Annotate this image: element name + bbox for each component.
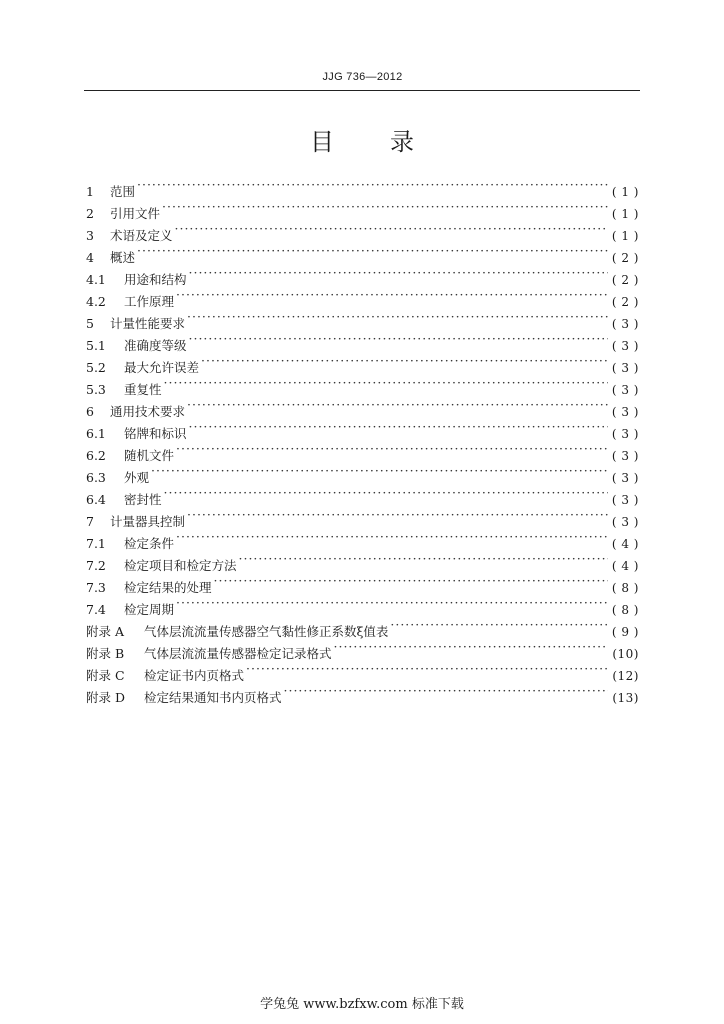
toc-entry-number: 5 bbox=[86, 316, 94, 331]
toc-entry-page: ( 3 ) bbox=[611, 317, 639, 331]
toc-entry-page: ( 2 ) bbox=[611, 295, 639, 309]
toc-entry[interactable] bbox=[86, 482, 639, 507]
toc-entry-label: 重复性 bbox=[124, 382, 162, 397]
toc-entry-label: 最大允许误差 bbox=[124, 360, 200, 375]
toc-entry-page: ( 3 ) bbox=[611, 383, 639, 397]
toc-entry-label: 随机文件 bbox=[124, 448, 175, 463]
toc-entry-label: 检定条件 bbox=[124, 536, 175, 551]
toc-entry-page: ( 3 ) bbox=[611, 405, 639, 419]
toc-leader-dots bbox=[164, 482, 608, 504]
toc-leader-dots bbox=[246, 658, 608, 680]
toc-entry-number: 附录 D bbox=[86, 690, 125, 705]
toc-entry-label: 通用技术要求 bbox=[110, 404, 186, 419]
toc-entry-label: 用途和结构 bbox=[124, 272, 187, 287]
toc-entry-label: 准确度等级 bbox=[124, 338, 187, 353]
toc-entry-number: 7.2 bbox=[86, 558, 106, 573]
toc-entry[interactable] bbox=[86, 240, 639, 265]
toc-leader-dots bbox=[176, 284, 608, 306]
toc-entry-number: 2 bbox=[86, 206, 94, 221]
toc-entry[interactable] bbox=[86, 174, 639, 199]
toc-entry-label: 检定证书内页格式 bbox=[144, 668, 245, 683]
title-char-2: 录 bbox=[390, 128, 414, 156]
toc-entry-number: 附录 C bbox=[86, 668, 125, 683]
toc-entry-number: 5.3 bbox=[86, 382, 106, 397]
toc-entry-label: 计量器具控制 bbox=[110, 514, 186, 529]
toc-entry[interactable] bbox=[86, 460, 639, 485]
toc-leader-dots bbox=[176, 438, 608, 460]
toc-entry-label: 引用文件 bbox=[110, 206, 161, 221]
toc-leader-dots bbox=[187, 306, 608, 328]
toc-leader-dots bbox=[187, 504, 608, 526]
toc-entry-page: ( 9 ) bbox=[611, 625, 639, 639]
toc-entry-number: 附录 B bbox=[86, 646, 125, 661]
toc-entry[interactable] bbox=[86, 262, 639, 287]
toc-entry[interactable] bbox=[86, 504, 639, 529]
toc-entry[interactable] bbox=[86, 372, 639, 397]
toc-leader-dots bbox=[137, 240, 608, 262]
toc-leader-dots bbox=[189, 416, 608, 438]
toc-entry-page: ( 3 ) bbox=[611, 493, 639, 507]
toc-entry-label: 密封性 bbox=[124, 492, 162, 507]
toc-entry-number: 4.1 bbox=[86, 272, 106, 287]
toc-entry-page: ( 2 ) bbox=[611, 251, 639, 265]
toc-entry-label: 范围 bbox=[110, 184, 136, 199]
toc-entry-page: (13) bbox=[612, 691, 639, 705]
toc-entry-page: ( 2 ) bbox=[611, 273, 639, 287]
toc-entry-page: (10) bbox=[612, 647, 639, 661]
toc-entry-number: 6.4 bbox=[86, 492, 106, 507]
toc-entry-label: 术语及定义 bbox=[110, 228, 173, 243]
toc-entry-number: 3 bbox=[86, 228, 94, 243]
toc-entry-number: 7.3 bbox=[86, 580, 106, 595]
toc-entry-page: ( 3 ) bbox=[611, 515, 639, 529]
toc-leader-dots bbox=[176, 526, 608, 548]
toc-entry-number: 7 bbox=[86, 514, 94, 529]
toc-leader-dots bbox=[137, 174, 608, 196]
toc-entry-page: ( 4 ) bbox=[611, 537, 639, 551]
toc-leader-dots bbox=[201, 350, 608, 372]
toc-entry-number: 6.1 bbox=[86, 426, 106, 441]
toc-entry-page: ( 3 ) bbox=[611, 471, 639, 485]
toc-entry-number: 6.2 bbox=[86, 448, 106, 463]
toc-leader-dots bbox=[284, 680, 609, 702]
header-rule bbox=[84, 90, 640, 91]
toc-leader-dots bbox=[189, 328, 608, 350]
toc-entry-label: 铭牌和标识 bbox=[124, 426, 187, 441]
toc-entry-number: 7.1 bbox=[86, 536, 106, 551]
toc-entry-number: 附录 A bbox=[86, 624, 125, 639]
toc-entry-number: 1 bbox=[86, 184, 94, 199]
toc-entry-label: 检定结果通知书内页格式 bbox=[144, 690, 282, 705]
toc-entry-page: ( 1 ) bbox=[611, 229, 639, 243]
toc-leader-dots bbox=[176, 592, 608, 614]
toc-entry-label: 检定项目和检定方法 bbox=[124, 558, 237, 573]
title-char-1: 目 bbox=[310, 128, 334, 156]
toc-entry-number: 5.1 bbox=[86, 338, 106, 353]
toc-entry-label: 计量性能要求 bbox=[110, 316, 186, 331]
toc-entry-page: ( 1 ) bbox=[611, 207, 639, 221]
toc-entry-number: 6 bbox=[86, 404, 94, 419]
toc-entry[interactable] bbox=[86, 394, 639, 419]
toc-leader-dots bbox=[214, 570, 608, 592]
toc-entry-page: ( 1 ) bbox=[611, 185, 639, 199]
toc-entry-page: ( 3 ) bbox=[611, 339, 639, 353]
watermark-footer: 学兔兔 www.bzfxw.com 标准下载 bbox=[260, 997, 464, 1012]
toc-leader-dots bbox=[334, 636, 609, 658]
toc-entry-number: 4.2 bbox=[86, 294, 106, 309]
toc-leader-dots bbox=[151, 460, 608, 482]
toc-entry-label: 气体层流流量传感器检定记录格式 bbox=[144, 646, 332, 661]
toc-entry-label: 检定结果的处理 bbox=[124, 580, 212, 595]
toc-leader-dots bbox=[390, 614, 607, 636]
toc-leader-dots bbox=[162, 196, 608, 218]
running-header: JJG 736—2012 bbox=[322, 71, 403, 83]
toc-entry-label: 气体层流流量传感器空气黏性修正系数ξ值表 bbox=[144, 624, 389, 639]
toc-leader-dots bbox=[239, 548, 608, 570]
toc-leader-dots bbox=[175, 218, 608, 240]
toc-entry-label: 检定周期 bbox=[124, 602, 175, 617]
page-title bbox=[0, 122, 724, 157]
toc-leader-dots bbox=[164, 372, 608, 394]
toc-entry-page: ( 3 ) bbox=[611, 449, 639, 463]
toc-entry[interactable] bbox=[86, 218, 639, 243]
toc-entry-page: (12) bbox=[612, 669, 639, 683]
toc-entry-label: 工作原理 bbox=[124, 294, 175, 309]
table-of-contents bbox=[86, 174, 639, 705]
toc-entry-label: 外观 bbox=[124, 470, 150, 485]
toc-entry-label: 概述 bbox=[110, 250, 136, 265]
toc-entry-page: ( 3 ) bbox=[611, 427, 639, 441]
toc-entry-number: 7.4 bbox=[86, 602, 106, 617]
toc-entry-page: ( 3 ) bbox=[611, 361, 639, 375]
toc-entry-number: 4 bbox=[86, 250, 94, 265]
toc-leader-dots bbox=[189, 262, 608, 284]
toc-entry-page: ( 4 ) bbox=[611, 559, 639, 573]
toc-entry[interactable] bbox=[86, 196, 639, 221]
toc-entry-page: ( 8 ) bbox=[611, 581, 639, 595]
toc-leader-dots bbox=[187, 394, 608, 416]
toc-entry-page: ( 8 ) bbox=[611, 603, 639, 617]
toc-entry-number: 5.2 bbox=[86, 360, 106, 375]
toc-entry-number: 6.3 bbox=[86, 470, 106, 485]
